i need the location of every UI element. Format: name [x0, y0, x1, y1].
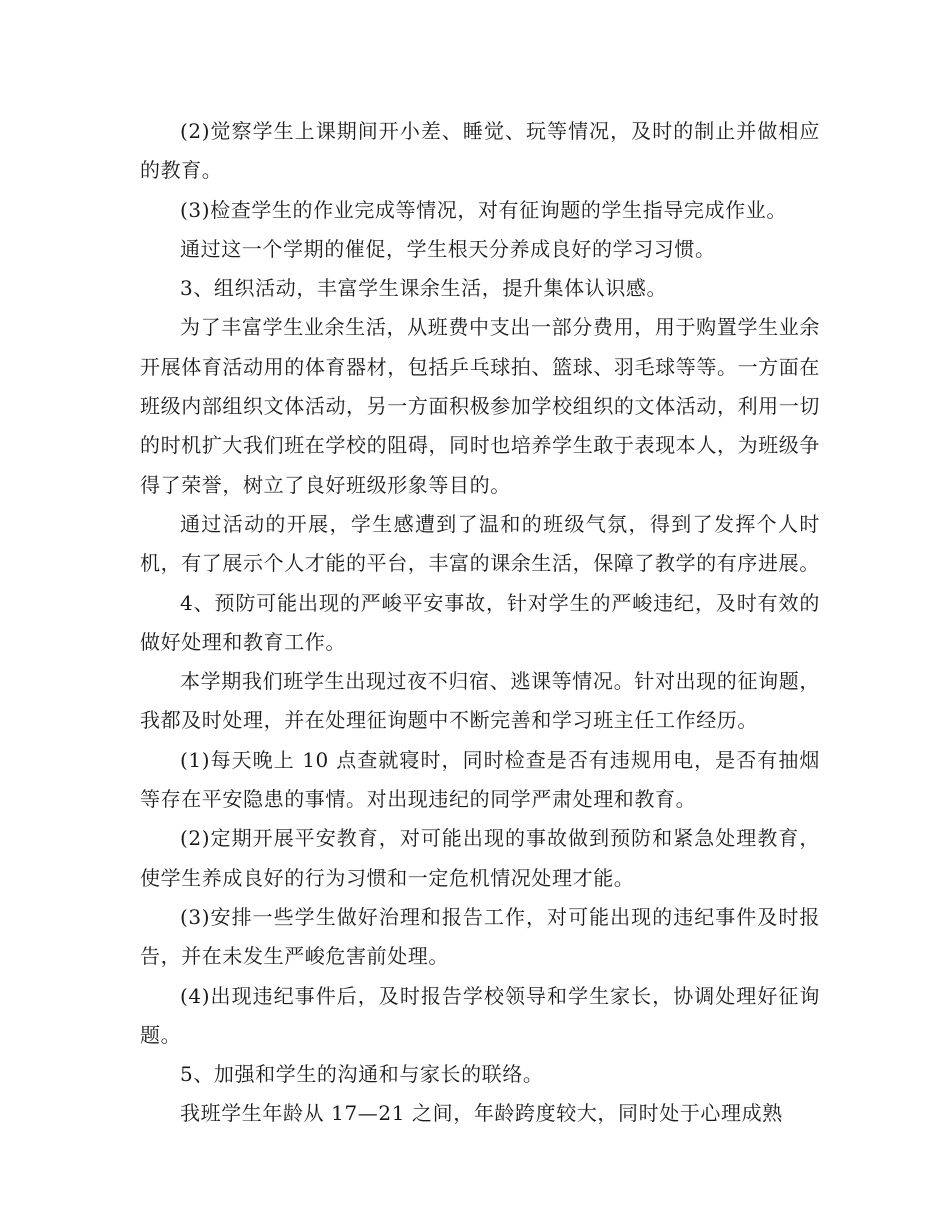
paragraph-item-3-homework: (3)检查学生的作业完成等情况，对有征询题的学生指导完成作业。	[180, 197, 787, 222]
paragraph-item-2-education: (2)定期开展平安教育，对可能出现的事故做到预防和紧急处理教育，使学生养成良好的行为习惯和一定危机情况处理才能。	[140, 826, 820, 890]
paragraph-item-3-reporting: (3)安排一些学生做好治理和报告工作，对可能出现的违纪事件及时报告，并在未发生严峻危害前处理。	[140, 904, 820, 969]
paragraph-student-age: 我班学生年龄从 17—21 之间，年龄跨度较大，同时处于心理成熟	[180, 1101, 783, 1126]
paragraph-item-4-followup: (4)出现违纪事件后，及时报告学校领导和学生家长，协调处理好征询题。	[140, 983, 820, 1047]
section-heading-5-communication: 5、加强和学生的沟通和与家长的联络。	[180, 1062, 544, 1087]
document-body	[140, 112, 820, 1134]
paragraph-activities-result: 通过活动的开展，学生感遭到了温和的班级气氛，得到了发挥个人时机，有了展示个人才能的平台，丰富的课余生活，保障了教学的有序进展。	[140, 511, 820, 576]
paragraph-semester-habit: 通过这一个学期的催促，学生根天分养成良好的学习习惯。	[180, 236, 716, 261]
paragraph-activities-detail: 为了丰富学生业余生活，从班费中支出一部分费用，用于购置学生业余开展体育活动用的体育器材，包括乒乓球拍、篮球、羽毛球等等。一方面在班级内部组织文体活动，另一方面积极参加学校组织的文体活动，利用一切的时机扩大我们班在学校的阻碍，同时也培养学生敢于表现本人，为班级争得了荣誉，树立了良好班级形象等目的。	[140, 315, 820, 497]
paragraph-item-2-observe: (2)觉察学生上课期间开小差、睡觉、玩等情况，及时的制止并做相应的教育。	[140, 119, 820, 183]
paragraph-safety-situation: 本学期我们班学生出现过夜不归宿、逃课等情况。针对出现的征询题，我都及时处理，并在处理征询题中不断完善和学习班主任工作经历。	[140, 669, 820, 733]
paragraph-item-1-bedtime: (1)每天晚上 10 点查就寝时，同时检查是否有违规用电，是否有抽烟等存在平安隐患的事情。对出现违纪的同学严肃处理和教育。	[140, 747, 820, 812]
section-heading-4-safety: 4、预防可能出现的严峻平安事故，针对学生的严峻违纪，及时有效的做好处理和教育工作。	[140, 590, 820, 654]
section-heading-3-activities: 3、组织活动，丰富学生课余生活，提升集体认识感。	[180, 276, 668, 301]
